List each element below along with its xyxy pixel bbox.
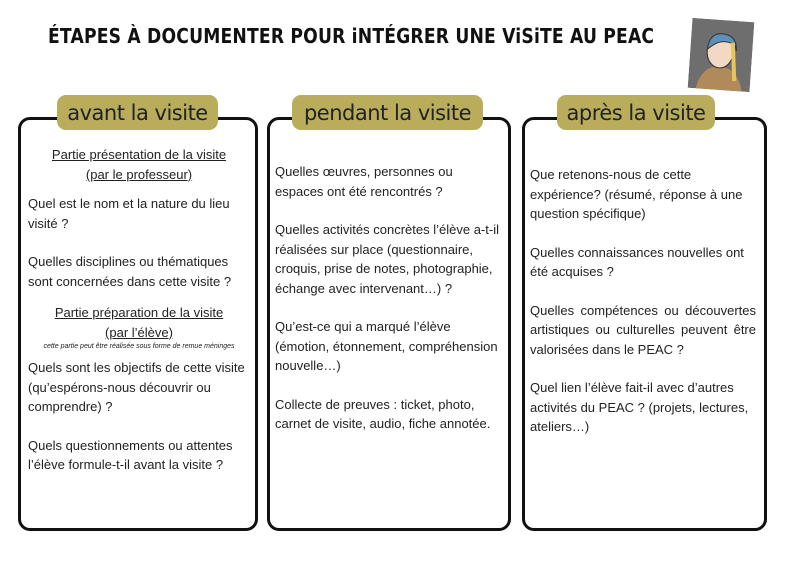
question: Qu’est-ce qui a marqué l’élève (émotion, étonnement, compréhension nouvelle…) bbox=[275, 319, 498, 373]
question: Quels questionnements ou attentes l’élève formule-t-il avant la visite ? bbox=[28, 437, 233, 472]
label-pendant: pendant la visite bbox=[292, 95, 483, 130]
label-apres: après la visite bbox=[557, 95, 715, 130]
question: Quelles disciplines ou thématiques sont concernées dans cette visite ? bbox=[28, 254, 232, 289]
question: Quelles œuvres, personnes ou espaces ont été rencontrés ? bbox=[275, 164, 453, 199]
page-title: ÉTAPES À DOCUMENTER POUR iNTÉGRER UNE ViSiTE AU PEAC bbox=[48, 24, 655, 48]
section-title: Partie présentation de la visite bbox=[51, 147, 227, 162]
section-subtitle: (par l’élève) bbox=[105, 324, 173, 340]
question: Quels sont les objectifs de cette visite (qu’espérons-nous découvrir ou comprendre) ? bbox=[28, 360, 245, 414]
column-avant-content bbox=[28, 145, 250, 494]
section-subtitle: (par le professeur) bbox=[85, 166, 193, 182]
section-note: cette partie peut être réalisée sous forme de remue méninges bbox=[43, 343, 235, 350]
question: Quelles compétences ou découvertes artistiques ou culturelles peuvent être valorisées dans le PEAC ? bbox=[530, 302, 756, 357]
section-title: Partie préparation de la visite bbox=[54, 305, 224, 320]
label-avant: avant la visite bbox=[57, 95, 218, 130]
question: Quelles connaissances nouvelles ont été acquises ? bbox=[530, 244, 744, 279]
question: Quel lien l’élève fait-il avec d’autres activités du PEAC ? (projets, lectures, ateliers…) bbox=[530, 380, 749, 434]
question: Quel est le nom et la nature du lieu visité ? bbox=[28, 196, 230, 231]
column-apres-content bbox=[530, 165, 756, 456]
girl-with-pearl-earring-illustration bbox=[688, 18, 755, 92]
question: Quelles activités concrètes l’élève a-t-il réalisées sur place (questionnaire, croquis, prise de notes, photographie, échange avec intervenant…) ? bbox=[275, 222, 499, 296]
question: Collecte de preuves : ticket, photo, carnet de visite, audio, fiche annotée. bbox=[275, 396, 491, 431]
column-pendant-content bbox=[275, 162, 500, 453]
question: Que retenons-nous de cette expérience? (résumé, réponse à une question spécifique) bbox=[530, 167, 743, 221]
